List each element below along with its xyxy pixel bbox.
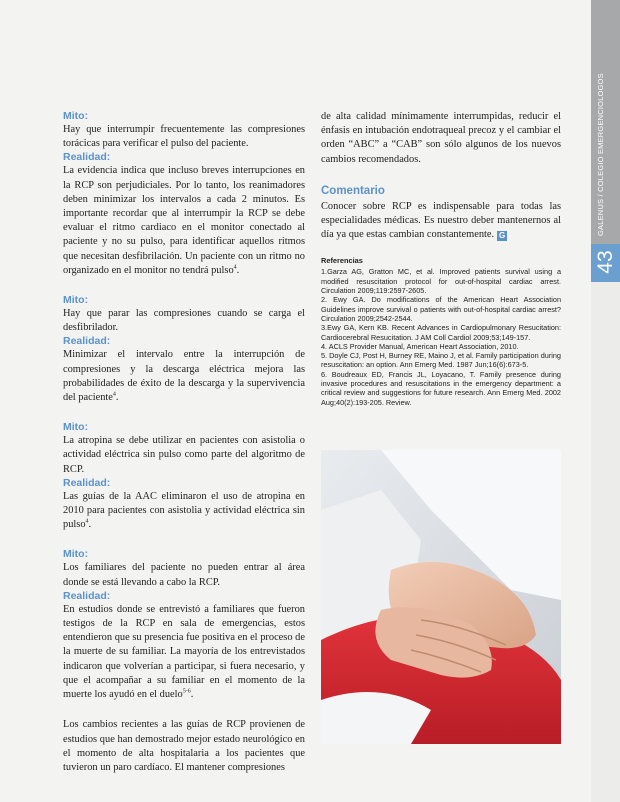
myth-section-2 bbox=[63, 294, 305, 405]
mito-label: Mito: bbox=[63, 421, 89, 434]
realidad-body: Minimizar el intervalo entre la interrupción de compresiones y la descarga eléctrica mejora las probabilidades de éxito de la descarga y la supervivencia del paciente bbox=[63, 349, 305, 404]
left-column bbox=[63, 110, 305, 775]
closing-paragraph: Los cambios recientes a las guías de RCP provienen de estudios que han demostrado mejor estado neurológico en el momento de alta hospitalaria a los pacientes que tuvieron un paro cardíaco. El mantener compresiones bbox=[63, 719, 305, 773]
mito-text: La atropina se debe utilizar en pacientes con asistolia o actividad eléctrica sin pulso como parte del algoritmo de RCP. bbox=[63, 435, 305, 475]
realidad-label: Realidad: bbox=[63, 476, 111, 489]
mito-label: Mito: bbox=[63, 110, 89, 122]
mito-label: Mito: bbox=[63, 548, 89, 561]
mito-text: Hay que parar las compresiones cuando se carga el desfibrilador. bbox=[63, 308, 305, 334]
realidad-text bbox=[63, 490, 305, 533]
realidad-label: Realidad: bbox=[63, 151, 111, 164]
myth-section-4 bbox=[63, 548, 305, 702]
myth-section-1 bbox=[63, 110, 305, 278]
reference-item: 2. Ewy GA. Do modifications of the American Heart Association Guidelines improve survival o patients with out-of-hospital cardiac arrest? Circulation 2009;2542-2544. bbox=[321, 295, 561, 323]
mito-text: Los familiares del paciente no pueden entrar al área donde se está llevando a cabo la RCP. bbox=[63, 562, 305, 588]
sentence-end: . bbox=[236, 264, 240, 276]
cpr-hands-illustration bbox=[321, 450, 561, 744]
cpr-hands-photo bbox=[321, 450, 561, 744]
realidad-text bbox=[63, 603, 305, 702]
comentario-body: Conocer sobre RCP es indispensable para todas las especialidades médicas. Es nuestro deber mantenernos al día ya que estas cambian constantemente. bbox=[321, 200, 561, 241]
reference-mark: 4 bbox=[233, 264, 237, 271]
realidad-text bbox=[63, 348, 305, 405]
journal-logo-icon: G bbox=[499, 231, 506, 241]
reference-item: 6. Boudreaux ED, Francis JL, Loyacano, T. Family presence during invasive procedures and resuscitations in the emergency department: a critical review and suggestions for future research. Ann Emerg Med. 2002 Aug;40(2):193-205. Review. bbox=[321, 369, 561, 407]
comentario-heading: Comentario bbox=[321, 184, 385, 197]
realidad-body: En estudios donde se entrevistó a familiares que fueron testigos de la RCP en sala de emergencias, estos entendieron que su presencia fue positiva en el proceso de la muerte de su familiar. La mayoría de los entrevistados indicaron que volverían a participar, si fuera necesario, y que el acompañar a su familiar en el momento de la muerte los ayudó en el duelo bbox=[63, 603, 305, 701]
realidad-label: Realidad: bbox=[63, 589, 111, 602]
sentence-end: . bbox=[88, 519, 92, 531]
references-list bbox=[321, 267, 561, 406]
reference-item: 4. ACLS Provider Manual, American Heart Association, 2010. bbox=[321, 341, 519, 351]
reference-mark: 4 bbox=[85, 518, 89, 525]
realidad-label: Realidad: bbox=[63, 335, 111, 348]
reference-item: 5. Doyle CJ, Post H, Burney RE, Maino J, et al. Family participation during resuscitation: an option. Ann Emerg Med. 1987 Jun;16(6):673-5. bbox=[321, 351, 561, 370]
reference-item: 1.Garza AG, Gratton MC, et al. Improved patients survival using a modified resuscitation protocol for out-of-hospital cardiac arrest. Circulation 2009;119:2597-2605. bbox=[321, 267, 561, 296]
reference-item: 3.Ewy GA, Kern KB. Recent Advances in Cardiopulmonary Resucitation: Cardiocerebral Resucitation. J AM Coll Cardiol 2009;53;149-157. bbox=[321, 323, 561, 342]
reference-mark: 4 bbox=[112, 391, 116, 398]
sentence-end: . bbox=[190, 689, 194, 701]
realidad-text bbox=[63, 164, 305, 278]
realidad-body: La evidencia indica que incluso breves interrupciones en la RCP son perjudiciales. Por lo tanto, los reanimadores deben minimizar los intervalos a cada 2 minutos. Es importante recordar que al interrumpir la RCP se debe evaluar el ritmo cardiaco en el monitor conectado al paciente y no su pulso, para identificar aquellos ritmos que necesitan desfibrilación. Un paciente con un ritmo no organizado en el monitor no tendrá pulso bbox=[63, 165, 305, 276]
myth-section-3 bbox=[63, 421, 305, 532]
reference-mark: 5-6 bbox=[182, 688, 191, 695]
page-number: 43 bbox=[594, 250, 617, 274]
references-title: Referencias bbox=[321, 256, 363, 266]
journal-title: GALENUS / COLEGIO EMERGENCIOLOGOS bbox=[596, 73, 605, 236]
sentence-end: . bbox=[115, 392, 119, 404]
right-column bbox=[321, 110, 561, 407]
sidebar bbox=[591, 0, 620, 802]
mito-text: Hay que interrumpir frecuentemente las compresiones torácicas para verificar el pulso del paciente. bbox=[63, 124, 305, 150]
realidad-body: Las guías de la AAC eliminaron el uso de atropina en 2010 para pacientes con asistolia y actividad eléctrica sin pulso bbox=[63, 490, 305, 531]
continuation-paragraph: de alta calidad mínimamente interrumpidas, reducir el énfasis en intubación endotraqueal precoz y el cambiar el orden “ABC” a “CAB” son sólo algunos de los nuevos cambios recomendados. bbox=[321, 111, 561, 165]
mito-label: Mito: bbox=[63, 294, 89, 307]
comentario-text bbox=[321, 200, 561, 243]
